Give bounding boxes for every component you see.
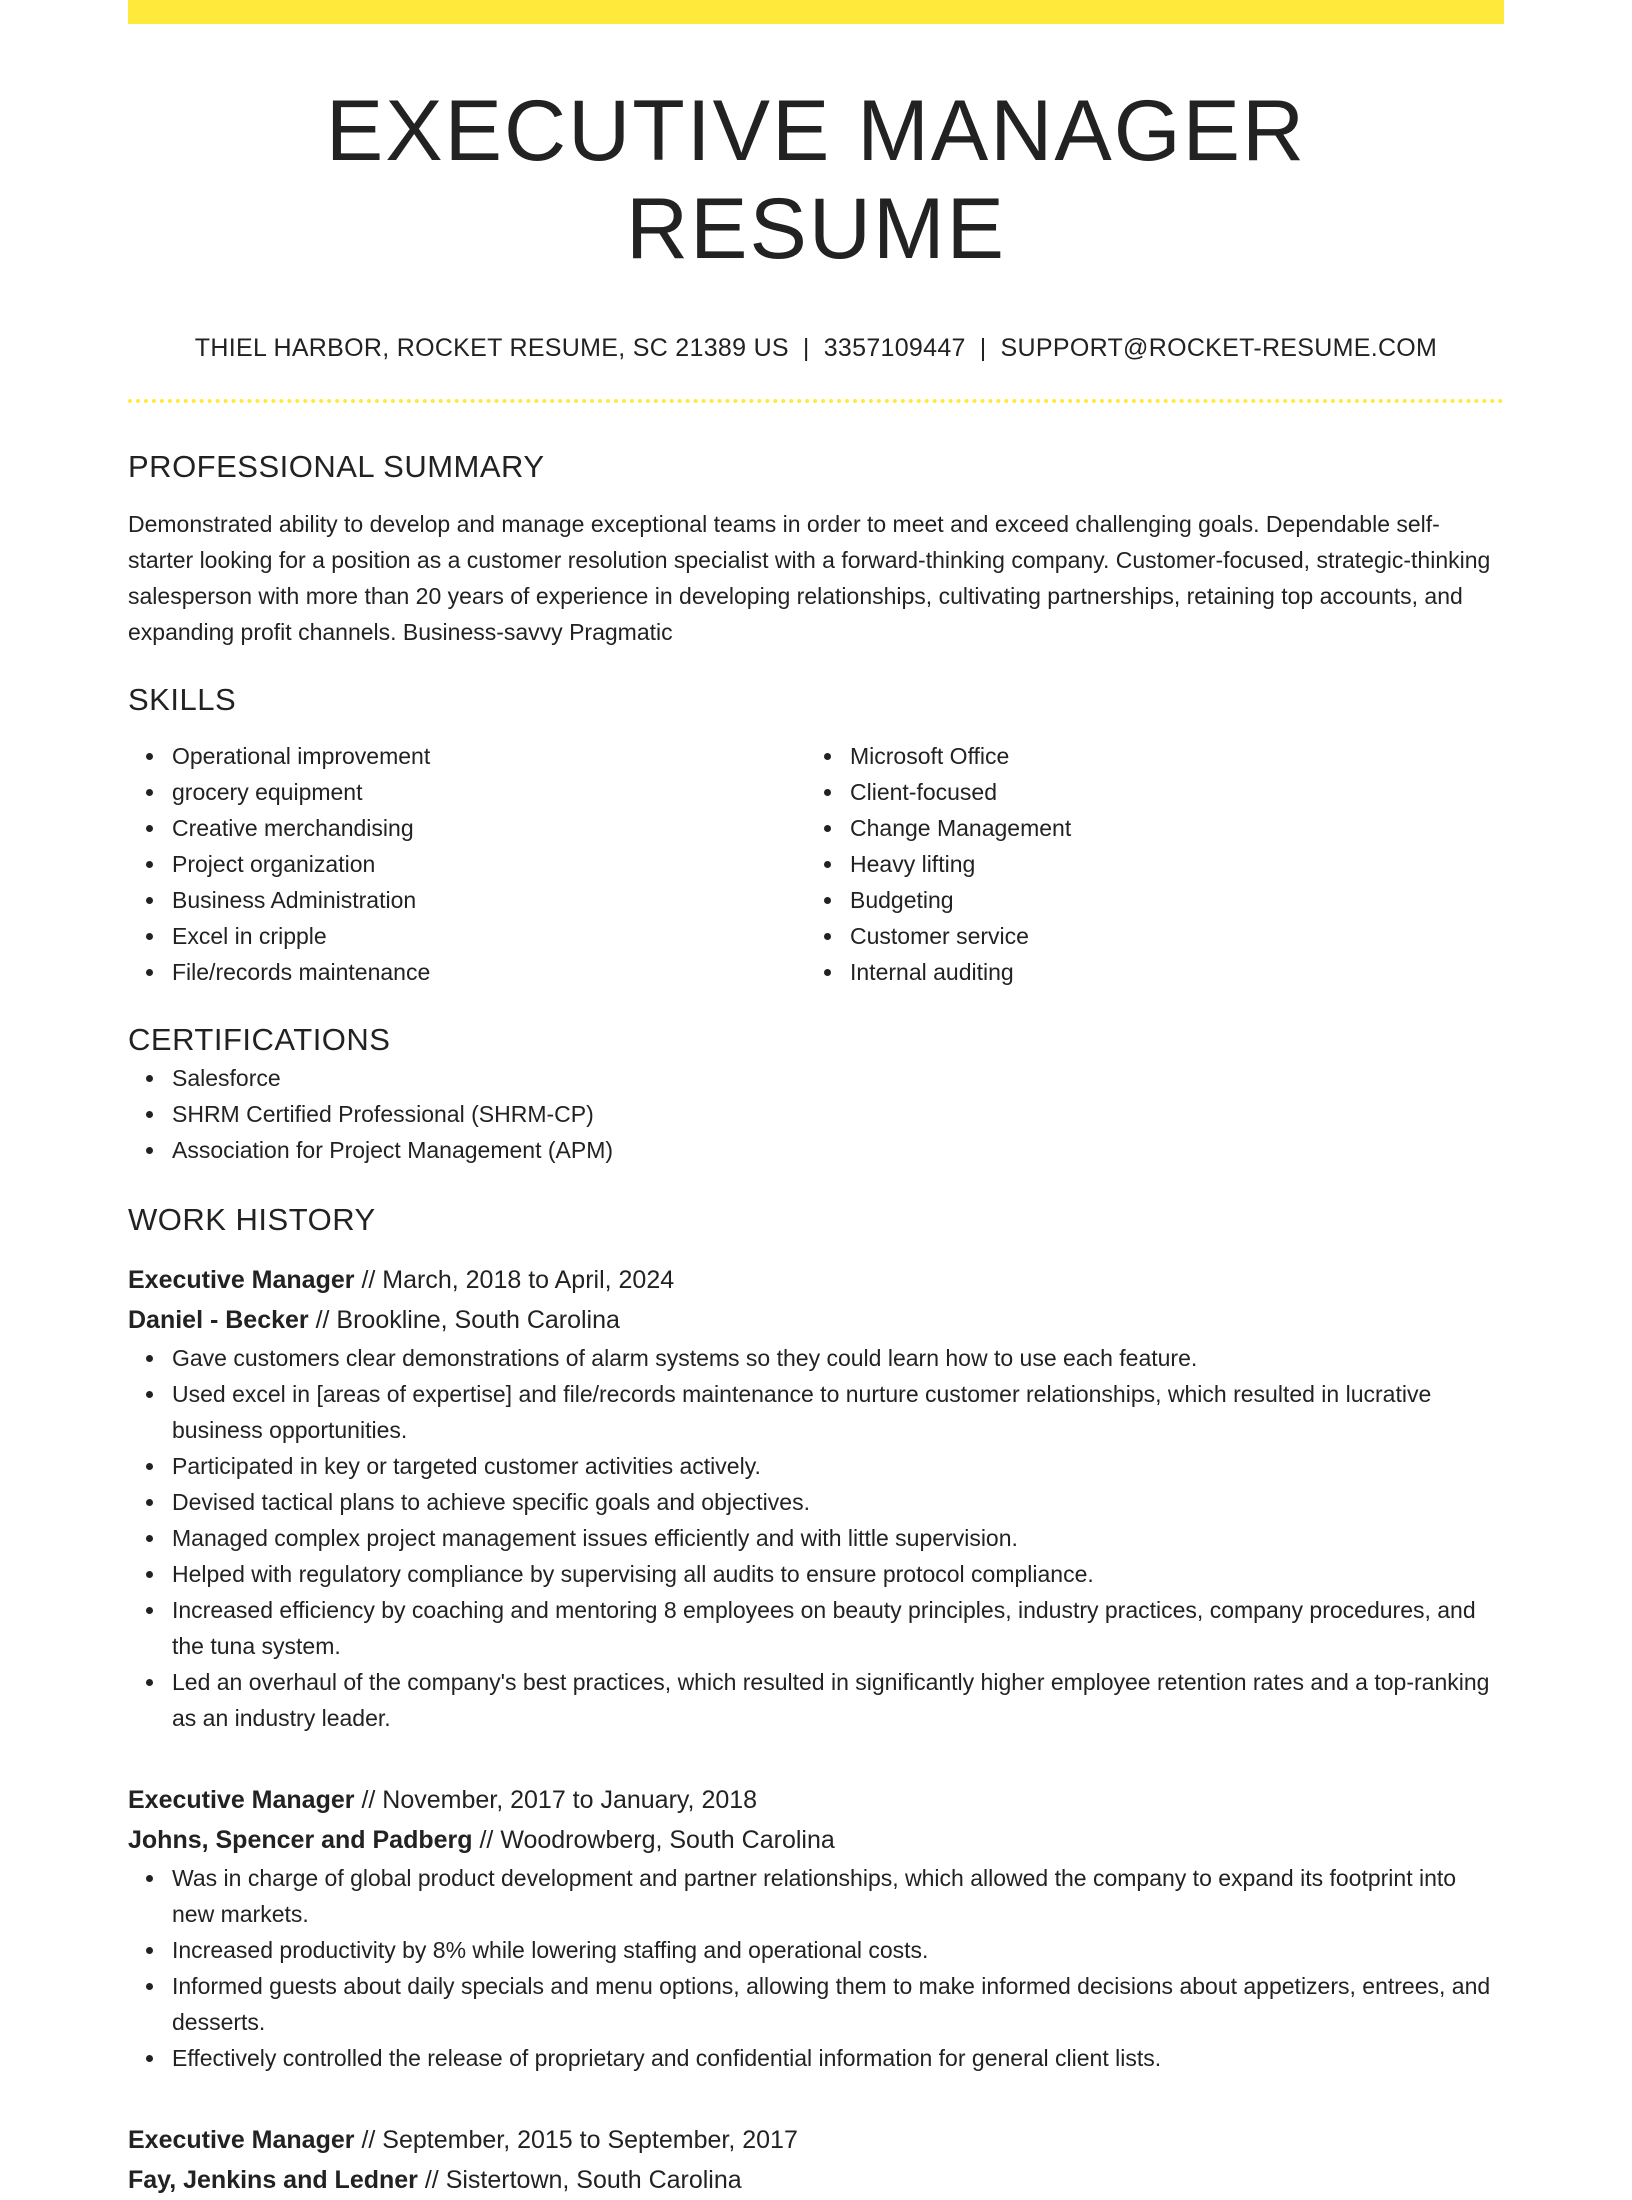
skill-item: Operational improvement xyxy=(172,738,806,774)
contact-separator: | xyxy=(979,334,987,362)
job-duty-item: Devised tactical plans to achieve specific goals and objectives. xyxy=(172,1484,1504,1520)
skills-column-right xyxy=(806,738,1484,990)
job-duties-list xyxy=(128,1860,1504,2076)
job-title: Executive Manager xyxy=(128,1786,355,1814)
skill-item: Creative merchandising xyxy=(172,810,806,846)
job-duty-item: Managed complex project management issues efficiently and with little supervision. xyxy=(172,1520,1504,1556)
job-duty-item: Informed guests about daily specials and menu options, allowing them to make informed decisions about appetizers, entrees, and desserts. xyxy=(172,1968,1504,2040)
resume-title: EXECUTIVE MANAGER RESUME xyxy=(325,83,1307,277)
job-duty-item: Was in charge of global product development and partner relationships, which allowed the company to expand its footprint into new markets. xyxy=(172,1860,1504,1932)
job-company-line xyxy=(128,1300,1504,1340)
job-duties-list xyxy=(128,1340,1504,1736)
job-entry xyxy=(128,2120,1504,2200)
job-company-line xyxy=(128,2160,1504,2200)
job-location: // Sistertown, South Carolina xyxy=(417,2166,742,2194)
skills-list-right xyxy=(806,738,1484,990)
job-title-line xyxy=(128,1780,1504,1820)
job-company: Fay, Jenkins and Ledner xyxy=(128,2166,418,2194)
skill-item: Business Administration xyxy=(172,882,806,918)
summary-text: Demonstrated ability to develop and manage exceptional teams in order to meet and exceed challenging goals. Dependable self-starter looking for a position as a customer resolution specialist with a forward-thinking company. Customer-focused, strategic-thinking salesperson with more than 20 years of experience in developing relationships, cultivating partnerships, retaining top accounts, and expanding profit channels. Business-savvy Pragmatic xyxy=(128,511,1491,645)
job-title: Executive Manager xyxy=(128,2126,355,2154)
job-company: Johns, Spencer and Padberg xyxy=(128,1826,473,1854)
job-duty-item: Used excel in [areas of expertise] and file/records maintenance to nurture customer relationships, which resulted in lucrative business opportunities. xyxy=(172,1376,1504,1448)
skill-item: Microsoft Office xyxy=(850,738,1484,774)
skills-columns xyxy=(128,738,1504,990)
job-duty-item: Led an overhaul of the company's best practices, which resulted in significantly higher employee retention rates and a top-ranking as an industry leader. xyxy=(172,1664,1504,1736)
skill-item: Excel in cripple xyxy=(172,918,806,954)
contact-email: SUPPORT@ROCKET-RESUME.COM xyxy=(1000,334,1438,362)
job-entry xyxy=(128,1260,1504,1736)
skill-item: Budgeting xyxy=(850,882,1484,918)
job-duty-item: Gave customers clear demonstrations of alarm systems so they could learn how to use each feature. xyxy=(172,1340,1504,1376)
contact-line xyxy=(128,332,1504,364)
job-location: // Brookline, South Carolina xyxy=(308,1306,620,1334)
skill-item: File/records maintenance xyxy=(172,954,806,990)
skills-list-left xyxy=(128,738,806,990)
job-company: Daniel - Becker xyxy=(128,1306,309,1334)
job-duty-item: Increased efficiency by coaching and mentoring 8 employees on beauty principles, industry practices, company procedures, and the tuna system. xyxy=(172,1592,1504,1664)
work-history-heading: WORK HISTORY xyxy=(128,1202,376,1237)
certification-item: Salesforce xyxy=(172,1060,1504,1096)
certification-item: Association for Project Management (APM) xyxy=(172,1132,1504,1168)
job-duty-item: Helped with regulatory compliance by supervising all audits to ensure protocol compliance. xyxy=(172,1556,1504,1592)
skill-item: Internal auditing xyxy=(850,954,1484,990)
job-dates: // September, 2015 to September, 2017 xyxy=(354,2126,798,2154)
certification-item: SHRM Certified Professional (SHRM-CP) xyxy=(172,1096,1504,1132)
job-title: Executive Manager xyxy=(128,1266,355,1294)
job-dates: // March, 2018 to April, 2024 xyxy=(354,1266,675,1294)
job-duty-item: Effectively controlled the release of proprietary and confidential information for general client lists. xyxy=(172,2040,1504,2076)
skill-item: Change Management xyxy=(850,810,1484,846)
skill-item: Heavy lifting xyxy=(850,846,1484,882)
skill-item: grocery equipment xyxy=(172,774,806,810)
job-dates: // November, 2017 to January, 2018 xyxy=(354,1786,758,1814)
contact-address: THIEL HARBOR, ROCKET RESUME, SC 21389 US xyxy=(194,334,789,362)
summary-heading: PROFESSIONAL SUMMARY xyxy=(128,449,545,484)
contact-separator: | xyxy=(802,334,810,362)
certifications-heading: CERTIFICATIONS xyxy=(128,1022,391,1057)
job-duty-item: Increased productivity by 8% while lowering staffing and operational costs. xyxy=(172,1932,1504,1968)
job-entry xyxy=(128,1780,1504,2076)
skill-item: Customer service xyxy=(850,918,1484,954)
job-title-line xyxy=(128,1260,1504,1300)
job-company-line xyxy=(128,1820,1504,1860)
job-title-line xyxy=(128,2120,1504,2160)
job-duty-item: Participated in key or targeted customer activities actively. xyxy=(172,1448,1504,1484)
skill-item: Project organization xyxy=(172,846,806,882)
certifications-list xyxy=(128,1060,1504,1168)
job-location: // Woodrowberg, South Carolina xyxy=(472,1826,835,1854)
skills-heading: SKILLS xyxy=(128,682,237,717)
contact-phone: 3357109447 xyxy=(823,334,966,362)
dotted-divider xyxy=(128,399,1504,403)
skill-item: Client-focused xyxy=(850,774,1484,810)
resume-page xyxy=(128,0,1504,2200)
skills-column-left xyxy=(128,738,806,990)
